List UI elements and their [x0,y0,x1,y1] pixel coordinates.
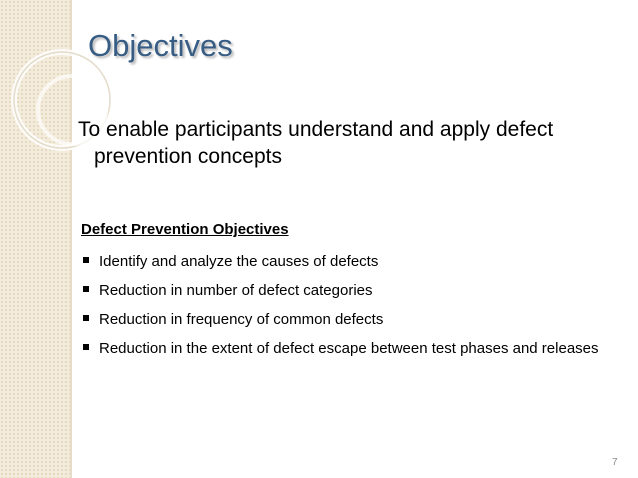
section-heading: Defect Prevention Objectives [81,221,289,238]
list-item [81,281,633,300]
objectives-list [81,252,633,368]
list-item [81,252,633,271]
list-item [81,310,633,329]
square-bullet-icon [83,286,89,292]
list-item [81,339,633,358]
list-item-text: Reduction in frequency of common defects [99,311,384,328]
list-item-text: Reduction in the extent of defect escape between test phases and releases [99,340,599,357]
square-bullet-icon [83,344,89,350]
slide-title: Objectives [88,28,233,63]
list-item-text: Reduction in number of defect categories [99,282,373,299]
square-bullet-icon [83,315,89,321]
intro-text: To enable participants understand and apply defect prevention concepts [78,118,554,168]
page-number: 7 [612,457,618,468]
square-bullet-icon [83,257,89,263]
list-item-text: Identify and analyze the causes of defects [99,253,379,270]
